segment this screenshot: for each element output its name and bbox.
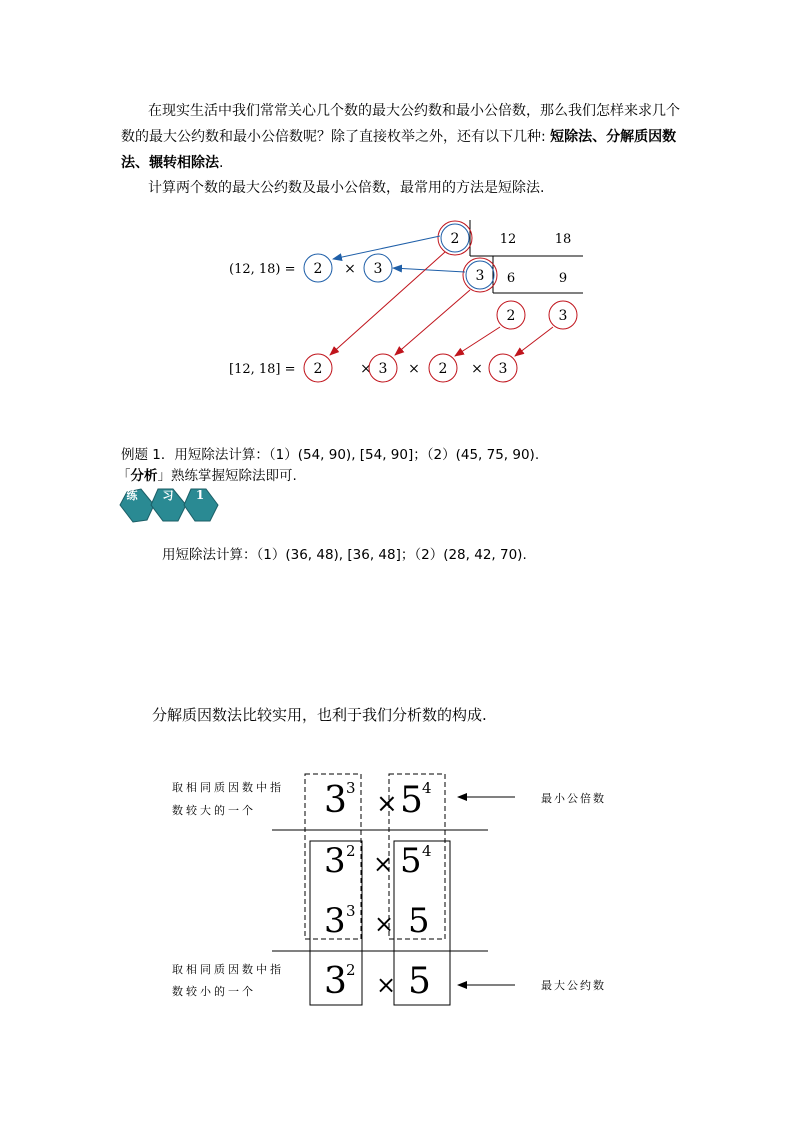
intro-line-2: 数的最大公约数和最小公倍数呢？除了直接枚举之外，还有以下几种: 短除法、分解质因数 xyxy=(121,129,677,145)
row1-base-5: 5 xyxy=(400,841,422,881)
example-1: 例题 1．用短除法计算：（1）(54, 90), [54, 90]；（2）(45, 75, 90). xyxy=(121,447,540,463)
row2-base-5: 5 xyxy=(408,901,430,941)
practice-text: 用短除法计算：（1）(36, 48), [36, 48]；（2）(28, 42, 70). xyxy=(162,547,527,563)
lcm-times-2: × xyxy=(408,361,420,377)
lcm-times-3: × xyxy=(471,361,483,377)
quotient-factor-3: 3 xyxy=(558,308,568,324)
row2-base-3: 3 xyxy=(324,901,346,941)
row2-exp-3: 3 xyxy=(346,902,356,920)
number-18: 18 xyxy=(554,232,572,247)
top-exp-3: 3 xyxy=(346,779,356,797)
prime-factorization-diagram xyxy=(0,760,794,1020)
lcm-factor-2a: 2 xyxy=(313,361,323,377)
bottom-base-3: 3 xyxy=(324,961,347,1002)
gcd-times: × xyxy=(344,261,356,277)
gcd-factor-2: 2 xyxy=(313,261,323,277)
badge-char-2: 习 xyxy=(162,489,174,502)
top-base-5: 5 xyxy=(400,780,423,821)
top-times: × xyxy=(376,789,398,819)
lcm-times-1: × xyxy=(360,361,372,377)
row1-times: × xyxy=(373,850,394,878)
practice-badge xyxy=(118,484,222,526)
quotient-factor-2: 2 xyxy=(506,308,516,324)
divisor-3: 3 xyxy=(475,268,485,284)
divisor-2-circle xyxy=(438,221,472,255)
left-bottom-label-1: 取相同质因数中指 xyxy=(172,963,284,976)
row1-exp-3: 2 xyxy=(346,842,356,860)
lcm-label: [12, 18] = xyxy=(229,362,296,377)
short-division-diagram xyxy=(0,0,794,420)
number-12: 12 xyxy=(499,232,517,247)
badge-char-1: 练 xyxy=(126,489,138,502)
quotient-9: 9 xyxy=(558,271,568,286)
intro-line-3: 法、辗转相除法. xyxy=(121,155,224,171)
divisor-2: 2 xyxy=(450,231,460,247)
example-1-analysis: 「分析」熟练掌握短除法即可. xyxy=(117,468,297,484)
badge-char-3: 1 xyxy=(195,488,205,502)
bottom-exp-3: 2 xyxy=(346,961,356,979)
gcd-factor-3: 3 xyxy=(373,261,383,277)
lcm-factor-3b: 3 xyxy=(498,361,508,377)
lcm-factor-2b: 2 xyxy=(438,361,448,377)
row1-exp-5: 4 xyxy=(422,842,432,860)
quotient-6: 6 xyxy=(506,271,516,286)
left-top-label-1: 取相同质因数中指 xyxy=(172,781,284,794)
lcm-factor-3a: 3 xyxy=(378,361,388,377)
left-top-label-2: 数较大的一个 xyxy=(172,804,256,817)
left-bottom-label-2: 数较小的一个 xyxy=(172,985,256,998)
lcm-label-text: 最小公倍数 xyxy=(541,792,606,805)
row2-times: × xyxy=(374,910,395,938)
bottom-times: × xyxy=(376,971,397,999)
bottom-base-5: 5 xyxy=(408,961,431,1002)
gcd-label-text: 最大公约数 xyxy=(541,979,606,992)
factorization-intro: 分解质因数法比较实用，也利于我们分析数的构成. xyxy=(152,706,487,724)
divisor-3-circle xyxy=(463,258,497,292)
row1-base-3: 3 xyxy=(324,841,346,881)
intro-line-1: 在现实生活中我们常常关心几个数的最大公约数和最小公倍数，那么我们怎样来求几个 xyxy=(148,103,680,119)
top-base-3: 3 xyxy=(324,780,347,821)
intro-line-4: 计算两个数的最大公约数及最小公倍数，最常用的方法是短除法. xyxy=(148,180,545,196)
top-exp-5: 4 xyxy=(422,779,432,797)
gcd-label: (12, 18) = xyxy=(229,262,296,277)
